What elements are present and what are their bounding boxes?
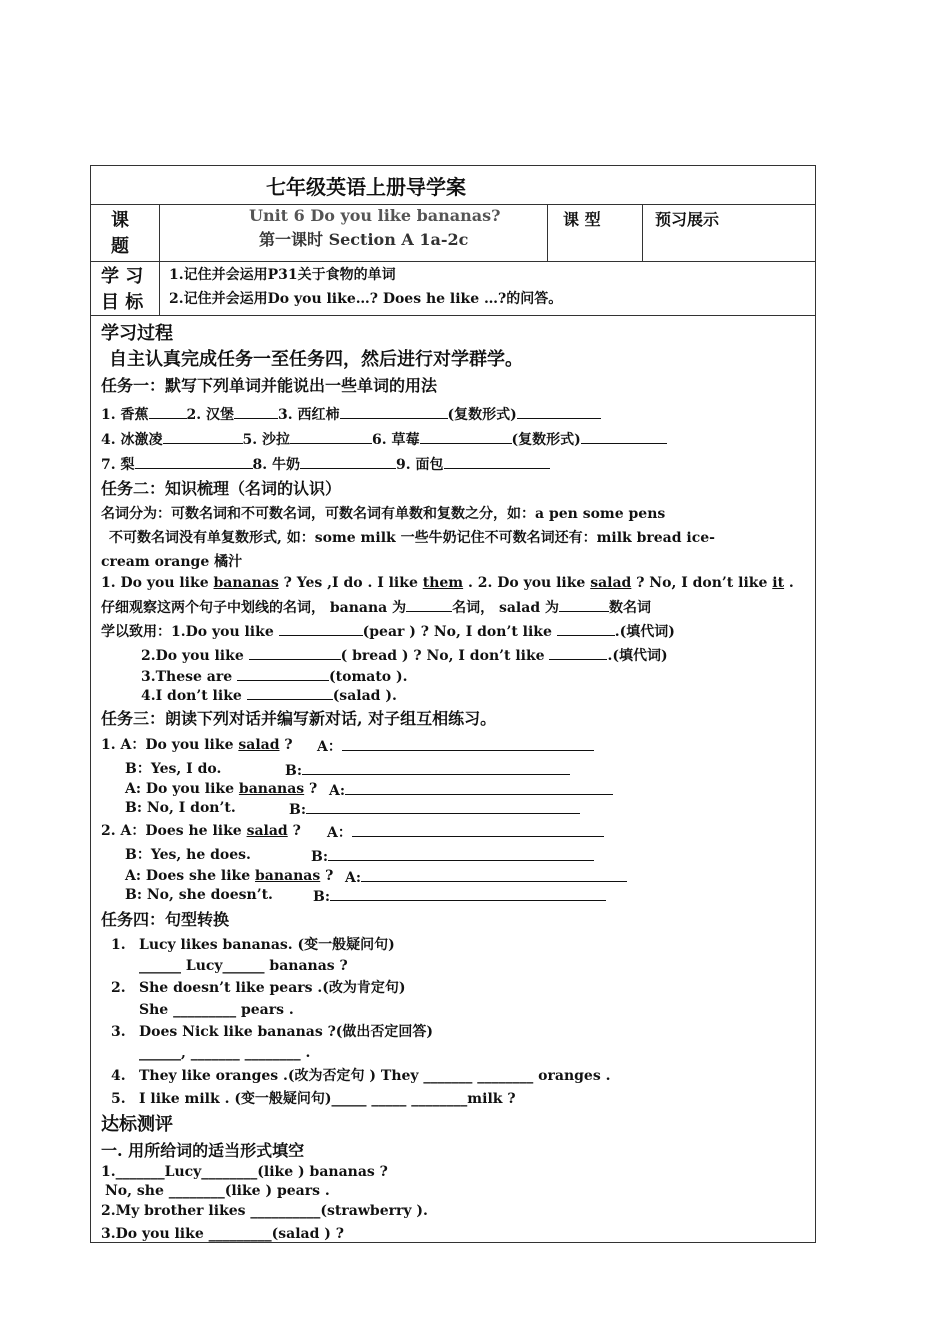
- item-number: 2.: [111, 980, 126, 996]
- col-divider: [642, 204, 643, 261]
- text: 2.Do you like: [141, 648, 249, 664]
- dialogue-line: B：Yes, I do.: [125, 761, 222, 777]
- row-divider: [91, 315, 815, 316]
- unit-title: Unit 6 Do you like bananas?: [249, 206, 501, 225]
- text: A: Do you like: [125, 781, 239, 797]
- answer-blank[interactable]: [237, 666, 329, 681]
- practice-line: [101, 621, 675, 641]
- answer-blank[interactable]: [300, 454, 396, 469]
- text: . 2. Do you like: [463, 575, 591, 591]
- answer-blank[interactable]: [361, 867, 627, 882]
- row-divider: [91, 261, 815, 262]
- dialogue-line: [101, 736, 293, 754]
- word-prompt: 1. 香蕉: [101, 407, 149, 423]
- text: ? Yes ,I do . I like: [278, 575, 423, 591]
- lesson-plan-table: [90, 165, 816, 1243]
- answer-blank[interactable]: [557, 621, 615, 636]
- dialogue-line: B: No, she doesn’t.: [125, 887, 273, 903]
- word-prompt: 8. 牛奶: [252, 457, 300, 473]
- speaker: A：: [327, 825, 352, 841]
- dialogue-answer: [329, 780, 613, 800]
- answer-blank[interactable]: [302, 760, 570, 775]
- answer-blank[interactable]: [444, 454, 550, 469]
- test-line: 1._______Lucy________(like ) bananas ?: [101, 1164, 388, 1180]
- noun-rule: 名词分为：可数名词和不可数名词，可数名词有单数和复数之分，如：a pen some pens: [101, 506, 666, 522]
- text: 名词， salad 为: [452, 600, 559, 616]
- task2-heading: 任务二：知识梳理（名词的认识）: [101, 479, 342, 498]
- transform-item: Does Nick like bananas ?(做出否定回答): [139, 1024, 434, 1040]
- task1-row: [101, 429, 667, 449]
- dialogue-line: [125, 780, 317, 798]
- word-prompt: (复数形式): [511, 432, 581, 448]
- transform-item: She doesn’t like pears .(改为肯定句): [139, 980, 406, 996]
- noun-rule: 不可数名词没有单复数形式, 如：some milk 一些牛奶记住不可数名词还有：milk bread ice-: [109, 530, 715, 546]
- text: 3.These are: [141, 669, 238, 685]
- text: 1. A：Do you like: [101, 737, 239, 753]
- process-intro: 自主认真完成任务一至任务四，然后进行对学群学。: [109, 349, 523, 370]
- underlined-word: bananas: [238, 781, 305, 797]
- underlined-word: salad: [590, 575, 632, 591]
- practice-label: 学以致用：: [101, 624, 171, 640]
- dialogue-line: B：Yes, he does.: [125, 847, 251, 863]
- task1-heading: 任务一：默写下列单词并能说出一些单词的用法: [101, 376, 438, 395]
- answer-blank[interactable]: [420, 429, 512, 444]
- underlined-word: them: [422, 575, 464, 591]
- answer-blank[interactable]: [342, 736, 594, 751]
- answer-blank[interactable]: [406, 597, 452, 612]
- answer-blank[interactable]: [306, 799, 580, 814]
- underlined-word: it: [772, 575, 785, 591]
- practice-line: [141, 645, 668, 665]
- process-heading: 学习过程: [101, 323, 173, 344]
- dialogue-answer: [313, 886, 606, 906]
- answer-blank[interactable]: [581, 429, 667, 444]
- lesson-type-value: 预习展示: [655, 210, 720, 229]
- text: (salad ).: [332, 688, 397, 704]
- text: (pear ) ? No, I don’t like: [362, 624, 557, 640]
- dialogue-line: B: No, I don’t.: [125, 800, 236, 816]
- transform-answer: ______ Lucy______ bananas ?: [139, 958, 348, 974]
- page-title: 七年级英语上册导学案: [266, 175, 466, 199]
- item-number: 3.: [111, 1024, 126, 1040]
- word-prompt: 2. 汉堡: [186, 407, 234, 423]
- col-divider: [159, 204, 160, 315]
- text: .: [784, 575, 794, 591]
- word-prompt: 5. 沙拉: [242, 432, 290, 448]
- col-divider: [547, 204, 548, 261]
- text: 数名词: [609, 600, 651, 616]
- task4-heading: 任务四：句型转换: [101, 910, 230, 929]
- answer-blank[interactable]: [234, 404, 278, 419]
- answer-blank[interactable]: [135, 454, 253, 469]
- lesson-title: 第一课时 Section A 1a-2c: [259, 230, 469, 249]
- speaker: A：: [317, 739, 342, 755]
- speaker: B:: [285, 763, 303, 779]
- answer-blank[interactable]: [279, 621, 363, 636]
- text: (tomato ).: [329, 669, 408, 685]
- answer-blank[interactable]: [290, 429, 372, 444]
- text: ?: [279, 737, 293, 753]
- answer-blank[interactable]: [249, 645, 341, 660]
- test-line: 2.My brother likes __________(strawberry ).: [101, 1203, 428, 1219]
- dialogue-answer: [289, 799, 580, 819]
- answer-blank[interactable]: [517, 404, 601, 419]
- text: 1.Do you like: [171, 624, 279, 640]
- test-line: No, she ________(like ) pears .: [105, 1183, 330, 1199]
- task1-row: [101, 454, 550, 474]
- dialogue-answer: [285, 760, 570, 780]
- goals-label-1: 学 习: [101, 266, 144, 287]
- word-prompt: 7. 梨: [101, 457, 135, 473]
- answer-blank[interactable]: [163, 429, 243, 444]
- test-heading: 达标测评: [101, 1114, 173, 1135]
- speaker: B:: [313, 889, 331, 905]
- practice-line: [141, 685, 397, 705]
- row-divider: [91, 204, 815, 205]
- underlined-word: bananas: [213, 575, 279, 591]
- underlined-word: bananas: [255, 868, 321, 884]
- text: A: Does she like: [125, 868, 256, 884]
- dialogue-answer: [345, 867, 627, 887]
- transform-item: Lucy likes bananas. (变一般疑问句): [139, 937, 395, 953]
- transform-item: I like milk . (变一般疑问句)_____ _____ ________milk ?: [139, 1091, 516, 1107]
- answer-blank[interactable]: [352, 822, 604, 837]
- task1-row: [101, 404, 601, 424]
- text: ( bread ) ? No, I don’t like: [340, 648, 550, 664]
- speaker: B:: [289, 802, 307, 818]
- word-prompt: 3. 西红柿: [278, 407, 340, 423]
- text: ? No, I don’t like: [631, 575, 773, 591]
- lesson-type-label: 课 型: [563, 210, 601, 229]
- speaker: A:: [345, 870, 362, 886]
- dialogue-answer: [317, 736, 594, 756]
- answer-blank[interactable]: [330, 886, 606, 901]
- goals-label-2: 目 标: [101, 292, 144, 313]
- answer-blank[interactable]: [340, 404, 448, 419]
- test-subheading: 一. 用所给词的适当形式填空: [101, 1141, 305, 1160]
- transform-answer: She _________ pears .: [139, 1002, 294, 1018]
- underlined-word: salad: [238, 737, 280, 753]
- observe-line: [101, 597, 651, 617]
- underlined-word: salad: [246, 823, 288, 839]
- speaker: A:: [329, 783, 346, 799]
- text: 仔细观察这两个句子中划线的名词， banana 为: [101, 600, 407, 616]
- transform-answer: ______, _______ ________ .: [139, 1045, 311, 1061]
- text: ?: [320, 868, 334, 884]
- text: .(填代词): [614, 624, 675, 640]
- item-number: 5.: [111, 1091, 126, 1107]
- answer-blank[interactable]: [345, 780, 613, 795]
- word-prompt: (复数形式): [447, 407, 517, 423]
- text: .(填代词): [607, 648, 668, 664]
- example-sentence: [101, 574, 794, 592]
- dialogue-line: [101, 822, 301, 840]
- item-number: 1.: [111, 937, 126, 953]
- ke-ti-label-1: 课: [111, 210, 129, 231]
- answer-blank[interactable]: [149, 404, 187, 419]
- word-prompt: 4. 冰激凌: [101, 432, 163, 448]
- transform-item: They like oranges .(改为否定句 ) They _______ ________ oranges .: [139, 1068, 611, 1084]
- ke-ti-label-2: 题: [111, 236, 129, 257]
- noun-rule: cream orange 橘汁: [101, 554, 243, 570]
- task3-heading: 任务三：朗读下列对话并编写新对话, 对子组互相练习。: [101, 709, 497, 728]
- answer-blank[interactable]: [328, 846, 594, 861]
- answer-blank[interactable]: [549, 645, 607, 660]
- text: ?: [287, 823, 301, 839]
- dialogue-answer: [311, 846, 594, 866]
- text: ?: [304, 781, 318, 797]
- text: 4.I don’t like: [141, 688, 247, 704]
- dialogue-answer: [327, 822, 604, 842]
- text: 1. Do you like: [101, 575, 214, 591]
- text: 2. A：Does he like: [101, 823, 247, 839]
- word-prompt: 6. 草莓: [372, 432, 420, 448]
- speaker: B:: [311, 849, 329, 865]
- dialogue-line: [125, 867, 333, 885]
- test-line: 3.Do you like _________(salad ) ?: [101, 1226, 344, 1242]
- practice-line: [141, 666, 408, 686]
- word-prompt: 9. 面包: [396, 457, 444, 473]
- answer-blank[interactable]: [247, 685, 333, 700]
- goal-item: 2.记住并会运用Do you like…? Does he like …?的问答。: [169, 291, 563, 307]
- answer-blank[interactable]: [559, 597, 609, 612]
- item-number: 4.: [111, 1068, 126, 1084]
- goal-item: 1.记住并会运用P31关于食物的单词: [169, 267, 396, 283]
